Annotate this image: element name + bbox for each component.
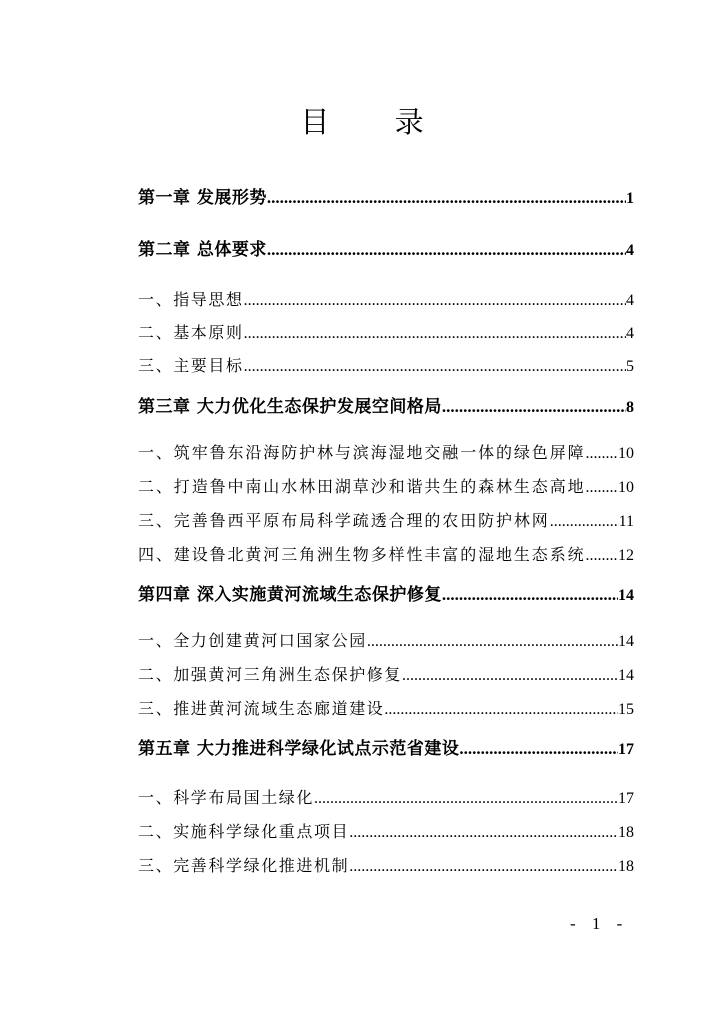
page-number: - 1 -	[570, 914, 629, 933]
toc-entry-page: 10	[618, 479, 634, 496]
toc-entry-chapter-5[interactable]	[138, 737, 634, 761]
dot-leader	[267, 238, 626, 262]
toc-entry-section[interactable]	[138, 543, 634, 567]
toc-entry-section[interactable]	[138, 697, 634, 721]
document-title: 目 录	[300, 105, 452, 139]
toc-entry-text: 二、基本原则	[138, 323, 244, 342]
toc-entry-chapter-1[interactable]	[138, 186, 634, 210]
toc-entry-page: 17	[618, 790, 634, 807]
toc-entry-page: 4	[626, 325, 634, 342]
toc-entry-text: 第二章 总体要求	[138, 240, 267, 260]
toc-entry-section[interactable]	[138, 288, 634, 312]
toc-entry-page: 15	[618, 701, 634, 718]
toc-entry-section[interactable]	[138, 820, 634, 844]
dot-leader	[267, 186, 626, 210]
toc-entry-text: 三、推进黄河流域生态廊道建设	[138, 699, 385, 718]
toc-entry-section[interactable]	[138, 786, 634, 810]
toc-entry-text: 第五章 大力推进科学绿化试点示范省建设	[138, 739, 460, 759]
toc-entry-text: 一、科学布局国土绿化	[138, 788, 315, 807]
toc-entry-text: 第三章 大力优化生态保护发展空间格局	[138, 397, 442, 417]
toc-entry-section[interactable]	[138, 663, 634, 687]
toc-entry-text: 一、指导思想	[138, 290, 244, 309]
toc-entry-text: 二、加强黄河三角洲生态保护修复	[138, 665, 403, 684]
toc-entry-page: 4	[626, 242, 634, 259]
dot-leader	[367, 630, 618, 654]
toc-entry-section[interactable]	[138, 354, 634, 378]
toc-entry-page: 18	[618, 824, 634, 841]
toc-entry-page: 10	[618, 445, 634, 462]
toc-entry-text: 三、完善科学绿化推进机制	[138, 856, 350, 875]
toc-entry-text: 二、实施科学绿化重点项目	[138, 822, 350, 841]
toc-entry-page: 14	[618, 587, 634, 604]
toc-entry-text: 三、主要目标	[138, 356, 244, 375]
dot-leader	[550, 510, 619, 534]
dot-leader	[459, 737, 618, 761]
toc-entry-page: 17	[618, 741, 634, 758]
toc-entry-page: 5	[626, 358, 634, 375]
toc-entry-text: 一、全力创建黄河口国家公园	[138, 631, 367, 650]
dot-leader	[349, 821, 618, 845]
toc-entry-page: 18	[618, 858, 634, 875]
dot-leader	[402, 664, 618, 688]
toc-entry-text: 二、打造鲁中南山水林田湖草沙和谐共生的森林生态高地	[138, 477, 586, 496]
dot-leader	[244, 289, 626, 313]
toc-entry-chapter-3[interactable]	[138, 395, 634, 419]
dot-leader	[384, 698, 618, 722]
toc-entry-text: 一、筑牢鲁东沿海防护林与滨海湿地交融一体的绿色屏障	[138, 443, 586, 462]
toc-entry-page: 1	[626, 190, 634, 207]
toc-entry-section[interactable]	[138, 475, 634, 499]
toc-entry-page: 11	[618, 513, 634, 530]
toc-entry-text: 第一章 发展形势	[138, 188, 267, 208]
toc-entry-page: 12	[618, 547, 634, 564]
dot-leader	[349, 855, 618, 879]
toc-entry-text: 三、完善鲁西平原布局科学疏透合理的农田防护林网	[138, 511, 550, 530]
dot-leader	[314, 787, 618, 811]
toc-entry-section[interactable]	[138, 321, 634, 345]
dot-leader	[442, 395, 626, 419]
toc-entry-chapter-4[interactable]	[138, 583, 634, 607]
toc-entry-section[interactable]	[138, 509, 634, 533]
toc-entry-text: 四、建设鲁北黄河三角洲生物多样性丰富的湿地生态系统	[138, 545, 586, 564]
dot-leader	[586, 442, 618, 466]
toc-entry-chapter-2[interactable]	[138, 238, 634, 262]
toc-entry-section[interactable]	[138, 629, 634, 653]
dot-leader	[244, 355, 626, 379]
toc-entry-section[interactable]	[138, 441, 634, 465]
dot-leader	[586, 544, 618, 568]
dot-leader	[586, 476, 618, 500]
toc-entry-section[interactable]	[138, 854, 634, 878]
toc-entry-text: 第四章 深入实施黄河流域生态保护修复	[138, 585, 442, 605]
dot-leader	[442, 583, 618, 607]
dot-leader	[244, 322, 626, 346]
toc-entry-page: 14	[618, 667, 634, 684]
toc-entry-page: 4	[626, 292, 634, 309]
toc-entry-page: 8	[626, 399, 634, 416]
toc-entry-page: 14	[618, 633, 634, 650]
